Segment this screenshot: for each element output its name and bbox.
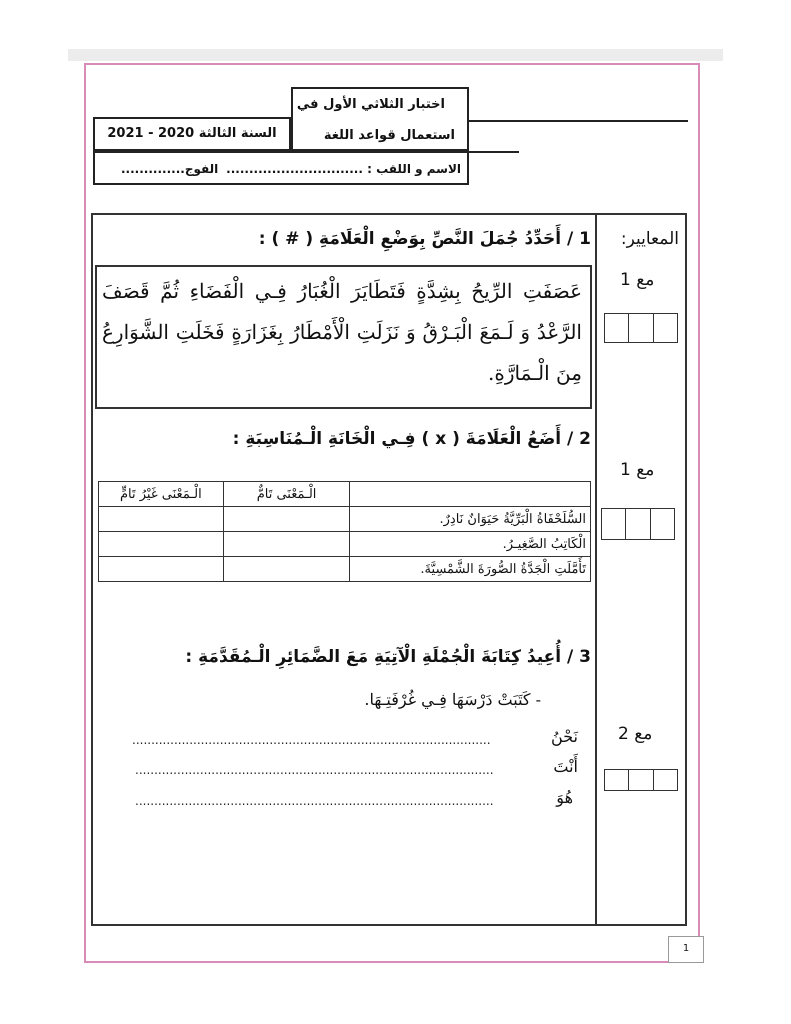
score-cell[interactable] xyxy=(602,509,626,539)
question-3-title: 3 / أُعِيدُ كِتَابَةَ الْجُمْلَةِ الْآتِيَةِ مَعَ الضَّمَائِرِ الْـمُقَدَّمَةِ : xyxy=(185,647,591,667)
sentence-cell: الْكَاتِبُ الصَّغِيـرُ. xyxy=(350,532,591,557)
pronoun-huwa: هُوَ xyxy=(556,788,573,807)
answer-line-1[interactable]: .............................................................................................. xyxy=(132,733,491,747)
answer-cell[interactable] xyxy=(223,507,350,532)
score-cell[interactable] xyxy=(651,509,674,539)
answer-cell[interactable] xyxy=(223,532,350,557)
criteria-title: المعايير: xyxy=(620,229,679,249)
source-sentence: - كَتَبَتْ دَرْسَهَا فِـي غُرْفَتِـهَا. xyxy=(364,690,541,709)
criterion-label-3: مع 2 xyxy=(618,724,653,744)
top-scan-edge xyxy=(68,49,723,61)
group-field-label: الفوج.............. xyxy=(121,162,219,176)
exam-title-box xyxy=(291,87,469,151)
answer-cell[interactable] xyxy=(99,557,224,582)
table-header-cell xyxy=(350,482,591,507)
exam-title-line1: اختبار الثلاثي الأول في xyxy=(296,97,445,112)
criterion-label-2: مع 1 xyxy=(620,460,655,480)
student-info-box xyxy=(93,151,469,185)
score-boxes-3 xyxy=(604,769,678,791)
score-cell[interactable] xyxy=(605,314,629,342)
score-cell[interactable] xyxy=(629,314,653,342)
header-rule-top xyxy=(469,120,688,122)
page-number: 1 xyxy=(668,936,704,963)
table-header-cell: الْـمَعْنَى تَامٌّ xyxy=(223,482,350,507)
answer-cell[interactable] xyxy=(223,557,350,582)
table-row xyxy=(99,507,591,532)
exam-title-line2: استعمال قواعد اللغة xyxy=(323,128,455,143)
sentence-cell: السُّلَحْفَاةُ الْبَرِّيَّةُ حَيَوَانٌ نَادِرٌ. xyxy=(350,507,591,532)
answer-cell[interactable] xyxy=(99,507,224,532)
passage-box xyxy=(95,265,592,409)
score-boxes-1 xyxy=(604,313,678,343)
score-cell[interactable] xyxy=(654,770,677,790)
answer-line-2[interactable]: .............................................................................................. xyxy=(135,763,494,777)
pronoun-anta: أَنْتَ xyxy=(553,757,578,776)
sentence-cell: تَأَمَّلَتِ الْجَدَّةُ الصُّورَةَ الشَّمْسِيَّةَ. xyxy=(350,557,591,582)
criterion-label-1: مع 1 xyxy=(620,270,655,290)
table-header-row xyxy=(99,482,591,507)
name-field-label: الاسم و اللقب : .............................. xyxy=(226,162,461,176)
question-2-title: 2 / أَضَعُ الْعَلَامَةَ ( x ) فِـي الْخَانَةِ الْـمُنَاسِبَةِ : xyxy=(232,429,591,449)
score-cell[interactable] xyxy=(626,509,650,539)
score-cell[interactable] xyxy=(654,314,677,342)
score-cell[interactable] xyxy=(629,770,653,790)
score-cell[interactable] xyxy=(605,770,629,790)
score-boxes-2 xyxy=(601,508,675,540)
question-1-title: 1 / أَحَدِّدُ جُمَلَ النَّصِّ بِوَضْعِ الْعَلَامَةِ ( # ) : xyxy=(258,229,591,249)
answer-cell[interactable] xyxy=(99,532,224,557)
answer-line-3[interactable]: .............................................................................................. xyxy=(135,794,494,808)
classification-table xyxy=(98,481,591,582)
pronoun-nahnu: نَحْنُ xyxy=(551,727,578,746)
school-year: السنة الثالثة 2020 - 2021 xyxy=(93,117,291,151)
table-row xyxy=(99,532,591,557)
table-row xyxy=(99,557,591,582)
header-rule-bottom xyxy=(469,151,519,153)
table-header-cell: الْـمَعْنَى غَيْرُ تَامٍّ xyxy=(99,482,224,507)
passage-text: عَصَفَتِ الرِّيحُ بِشِدَّةٍ فَتَطَايَرَ الْغُبَارُ فِـي الْفَضَاءِ ثُمَّ قَصَفَ الرَّعْدُ وَ لَـمَعَ الْبَـرْقُ وَ نَزَلَتِ الْأَمْطَارُ بِغَزَارَةٍ فَخَلَتِ الشَّوَارِعُ مِنَ الْـمَارَّةِ. xyxy=(102,279,582,385)
